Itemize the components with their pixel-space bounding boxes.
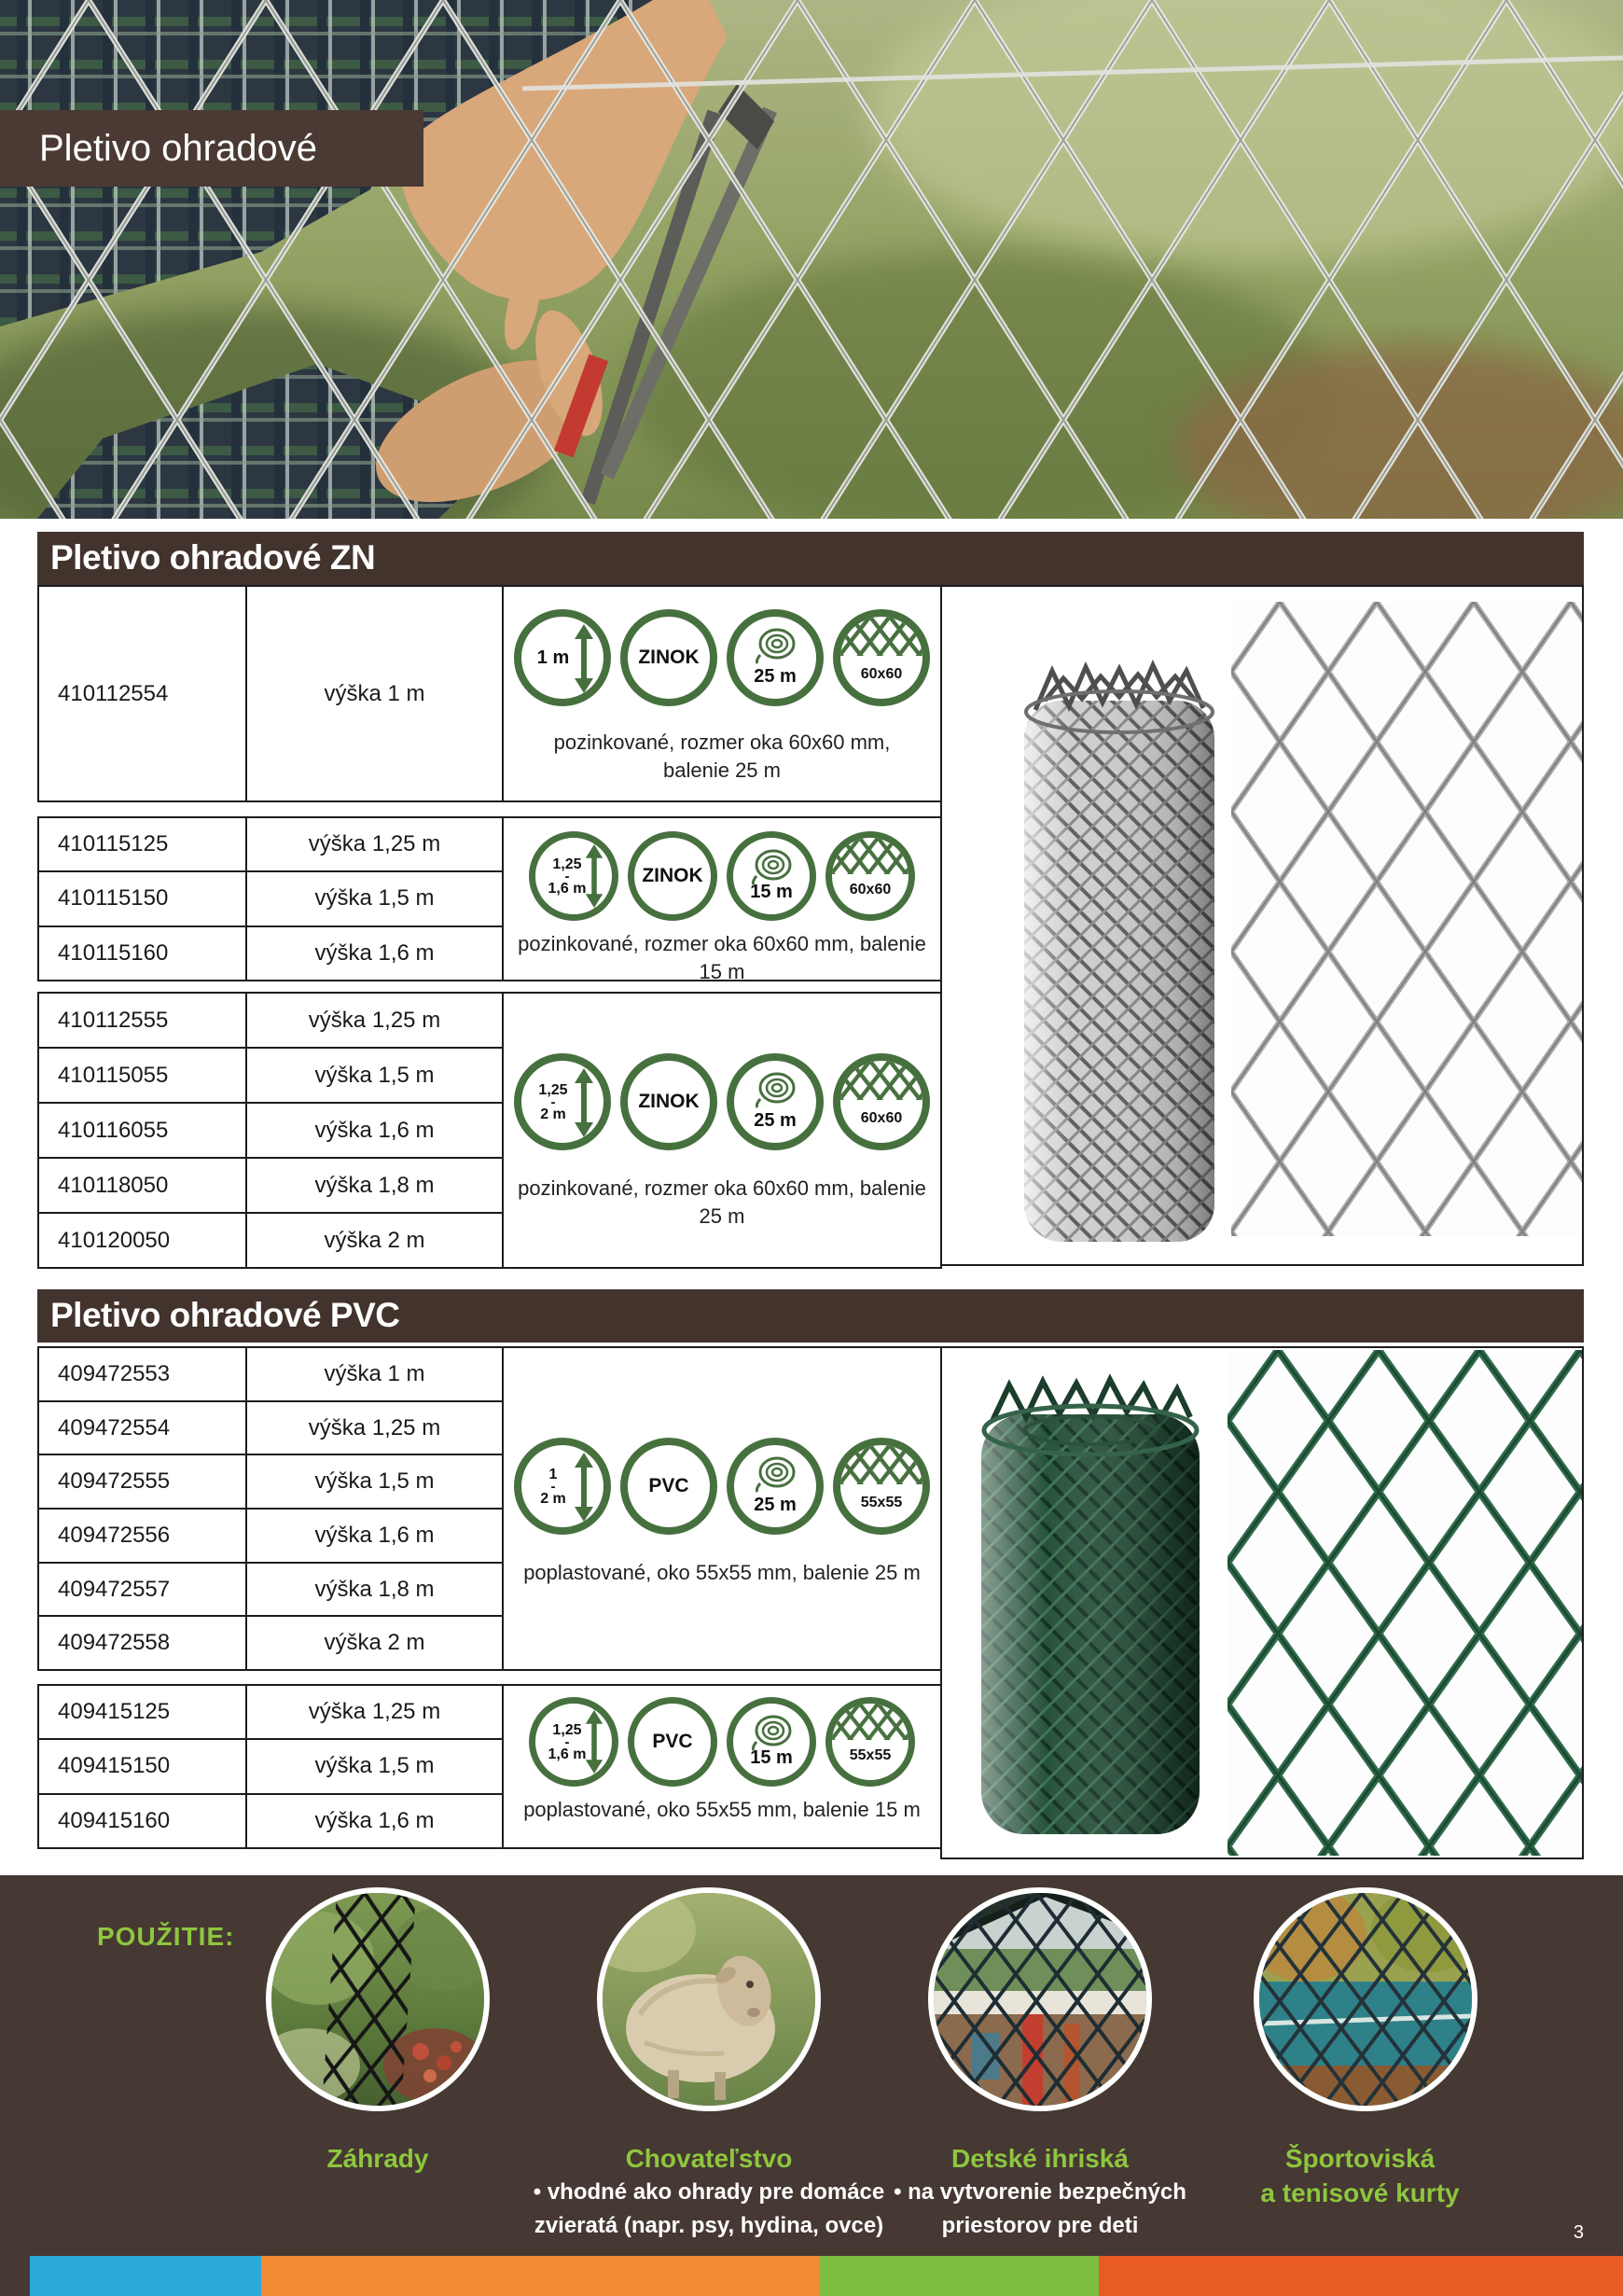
- mesh-pattern-icon: [840, 1061, 922, 1100]
- product-code-cell: 409472555: [39, 1455, 247, 1508]
- product-caption: pozinkované, rozmer oka 60x60 mm, balenie 25 m: [553, 731, 891, 782]
- product-code-cell: 409472557: [39, 1564, 247, 1616]
- product-height-cell: výška 1,25 m: [308, 1007, 441, 1033]
- height-range-icon: [514, 1053, 611, 1150]
- mesh-size-icon: 55x55: [825, 1697, 915, 1787]
- section-header-zn: [37, 532, 1584, 585]
- product-code-cell: 409415150: [39, 1740, 247, 1792]
- hero-photo: [0, 0, 1623, 519]
- usage-label: POUŽITIE:: [97, 1922, 235, 1951]
- product-table-group: [37, 1346, 942, 1671]
- product-caption: poplastované, oko 55x55 mm, balenie 25 m: [523, 1561, 921, 1584]
- product-height-cell: výška 1,6 m: [314, 1522, 435, 1548]
- zn-mesh-photo: [1231, 602, 1582, 1236]
- table-row: [39, 1564, 502, 1618]
- product-height-cell: výška 1,6 m: [314, 939, 435, 966]
- product-code-cell: 410120050: [39, 1214, 247, 1267]
- stripe-red-orange: [1099, 2256, 1623, 2296]
- product-height-cell: výška 1,8 m: [314, 1576, 435, 1602]
- height-range-label: 1,25 - 2 m: [538, 1081, 568, 1122]
- material-icon: ZINOK: [620, 1053, 717, 1150]
- product-height-cell: výška 1,8 m: [314, 1172, 435, 1198]
- height-range-icon: [514, 609, 611, 706]
- table-row: [39, 587, 502, 800]
- product-info-cell: [504, 994, 940, 1267]
- mesh-size-icon: 55x55: [833, 1438, 930, 1535]
- product-table-group: [37, 1684, 942, 1849]
- height-range-label: 1,25 - 1,6 m: [548, 856, 587, 897]
- table-row: [39, 927, 502, 980]
- fence-repair-photo: [0, 0, 1623, 519]
- zn-roll-photo: [1007, 645, 1231, 1260]
- height-range-icon: [529, 831, 618, 921]
- product-code-cell: 410115160: [39, 927, 247, 980]
- stripe-green: [819, 2256, 1099, 2296]
- usage-caption-sports: Športoviská a tenisové kurty: [1260, 2144, 1460, 2207]
- pictogram-row: [504, 1697, 940, 1787]
- material-icon: PVC: [620, 1438, 717, 1535]
- mesh-pattern-icon: [840, 617, 922, 656]
- roll-length-icon: 25 m: [727, 1438, 824, 1535]
- mesh-pattern-icon: [832, 838, 909, 874]
- product-table-group: [37, 585, 942, 802]
- product-height-cell: výška 1,5 m: [314, 1062, 435, 1088]
- table-row: [39, 1214, 502, 1267]
- stripe-orange: [261, 2256, 819, 2296]
- section-title: Pletivo ohradové PVC: [50, 1296, 400, 1334]
- product-height-cell: výška 2 m: [324, 1630, 425, 1656]
- mesh-size-icon: 60x60: [833, 609, 930, 706]
- height-range-icon: [529, 1697, 618, 1787]
- table-row: [39, 1159, 502, 1214]
- usage-caption-gardens: Záhrady: [326, 2144, 429, 2173]
- product-info-cell: [504, 1348, 940, 1669]
- roll-length-icon: 15 m: [727, 831, 816, 921]
- coil-icon: [754, 1069, 797, 1108]
- table-row: [39, 1348, 502, 1402]
- pictogram-row: [504, 1053, 940, 1150]
- roll-length-icon: 25 m: [727, 1053, 824, 1150]
- table-row: [39, 1740, 502, 1794]
- brand-stripes: [0, 2256, 1623, 2296]
- section-title: Pletivo ohradové ZN: [50, 538, 376, 577]
- product-height-cell: výška 1 m: [324, 680, 425, 706]
- table-row: [39, 1686, 502, 1740]
- roll-length-icon: 25 m: [727, 609, 824, 706]
- product-code-cell: 409415125: [39, 1686, 247, 1738]
- pictogram-row: [504, 609, 940, 706]
- usage-photo-playground: [928, 1887, 1152, 2111]
- product-info-cell: [504, 1686, 940, 1847]
- sheep-photo: [603, 1893, 815, 2106]
- pictogram-row: [504, 831, 940, 921]
- category-banner-label: Pletivo ohradové: [39, 128, 317, 169]
- product-code-cell: 410112555: [39, 994, 247, 1047]
- coil-icon: [754, 625, 797, 664]
- table-rows: [39, 1348, 504, 1669]
- product-height-cell: výška 1,25 m: [308, 831, 441, 857]
- product-code-cell: 410118050: [39, 1159, 247, 1212]
- usage-footer: [0, 1875, 1623, 2296]
- product-table-group: [37, 816, 942, 981]
- product-info-cell: [504, 587, 940, 800]
- product-code-cell: 410115150: [39, 872, 247, 925]
- table-row: [39, 1455, 502, 1510]
- table-rows: [39, 994, 504, 1267]
- playground-photo: [934, 1893, 1146, 2106]
- height-range-label: 1,25 - 1,6 m: [548, 1721, 587, 1762]
- usage-photo-sports: [1254, 1887, 1477, 2111]
- material-icon: ZINOK: [620, 609, 717, 706]
- pictogram-row: [504, 1438, 940, 1535]
- garden-photo: [271, 1893, 484, 2106]
- stripe-blue: [30, 2256, 261, 2296]
- product-caption: pozinkované, rozmer oka 60x60 mm, balenie 25 m: [518, 1176, 926, 1228]
- roll-length-icon: 15 m: [727, 1697, 816, 1787]
- mesh-size-icon: 60x60: [825, 831, 915, 921]
- pvc-roll-photo: [955, 1363, 1226, 1850]
- table-rows: [39, 587, 504, 800]
- product-code-cell: 410112554: [39, 587, 247, 800]
- product-table-group: [37, 992, 942, 1269]
- table-row: [39, 1104, 502, 1159]
- product-height-cell: výška 2 m: [324, 1227, 425, 1253]
- product-height-cell: výška 1 m: [324, 1360, 425, 1386]
- usage-caption-playground: Detské ihriská • na vytvorenie bezpečných priestorov pre deti: [894, 2144, 1186, 2238]
- mesh-pattern-icon: [832, 1704, 909, 1740]
- table-row: [39, 1510, 502, 1564]
- material-icon: ZINOK: [628, 831, 717, 921]
- table-row: [39, 1617, 502, 1669]
- product-caption: poplastované, oko 55x55 mm, balenie 15 m: [523, 1798, 921, 1821]
- page-number: 3: [1573, 2222, 1584, 2243]
- table-row: [39, 994, 502, 1049]
- zn-product-photos: [940, 585, 1584, 1266]
- product-code-cell: 410115125: [39, 818, 247, 870]
- product-code-cell: 409472554: [39, 1402, 247, 1454]
- pvc-product-photos: [940, 1346, 1584, 1859]
- coil-icon: [750, 1712, 793, 1751]
- table-row: [39, 872, 502, 926]
- material-icon: PVC: [628, 1697, 717, 1787]
- tennis-court-photo: [1259, 1893, 1472, 2106]
- category-banner: [0, 110, 423, 187]
- usage-photo-livestock: [597, 1887, 821, 2111]
- usage-photo-gardens: [266, 1887, 490, 2111]
- height-range-label: 1 m: [536, 647, 570, 668]
- mesh-size-icon: 60x60: [833, 1053, 930, 1150]
- product-height-cell: výška 1,5 m: [314, 885, 435, 911]
- product-code-cell: 410115055: [39, 1049, 247, 1102]
- coil-icon: [750, 846, 793, 885]
- product-code-cell: 409415160: [39, 1795, 247, 1847]
- height-range-label: 1 - 2 m: [540, 1466, 566, 1507]
- table-row: [39, 1795, 502, 1847]
- product-info-cell: [504, 818, 940, 983]
- table-row: [39, 1049, 502, 1104]
- product-code-cell: 409472556: [39, 1510, 247, 1562]
- product-code-cell: 410116055: [39, 1104, 247, 1157]
- table-rows: [39, 818, 504, 980]
- height-range-icon: [514, 1438, 611, 1535]
- table-rows: [39, 1686, 504, 1847]
- coil-icon: [754, 1454, 797, 1493]
- mesh-pattern-icon: [840, 1445, 922, 1484]
- product-code-cell: 409472553: [39, 1348, 247, 1400]
- product-height-cell: výška 1,5 m: [314, 1468, 435, 1495]
- usage-caption-livestock: Chovateľstvo • vhodné ako ohrady pre domáce zvieratá (napr. psy, hydina, ovce): [533, 2144, 885, 2238]
- table-row: [39, 818, 502, 872]
- table-row: [39, 1402, 502, 1456]
- product-code-cell: 409472558: [39, 1617, 247, 1669]
- product-height-cell: výška 1,25 m: [308, 1699, 441, 1725]
- product-height-cell: výška 1,6 m: [314, 1807, 435, 1833]
- section-header-pvc: [37, 1289, 1584, 1343]
- product-height-cell: výška 1,25 m: [308, 1414, 441, 1440]
- product-height-cell: výška 1,5 m: [314, 1753, 435, 1779]
- pvc-mesh-photo: [1228, 1350, 1582, 1856]
- product-caption: pozinkované, rozmer oka 60x60 mm, balenie 15 m: [518, 932, 926, 983]
- product-height-cell: výška 1,6 m: [314, 1117, 435, 1143]
